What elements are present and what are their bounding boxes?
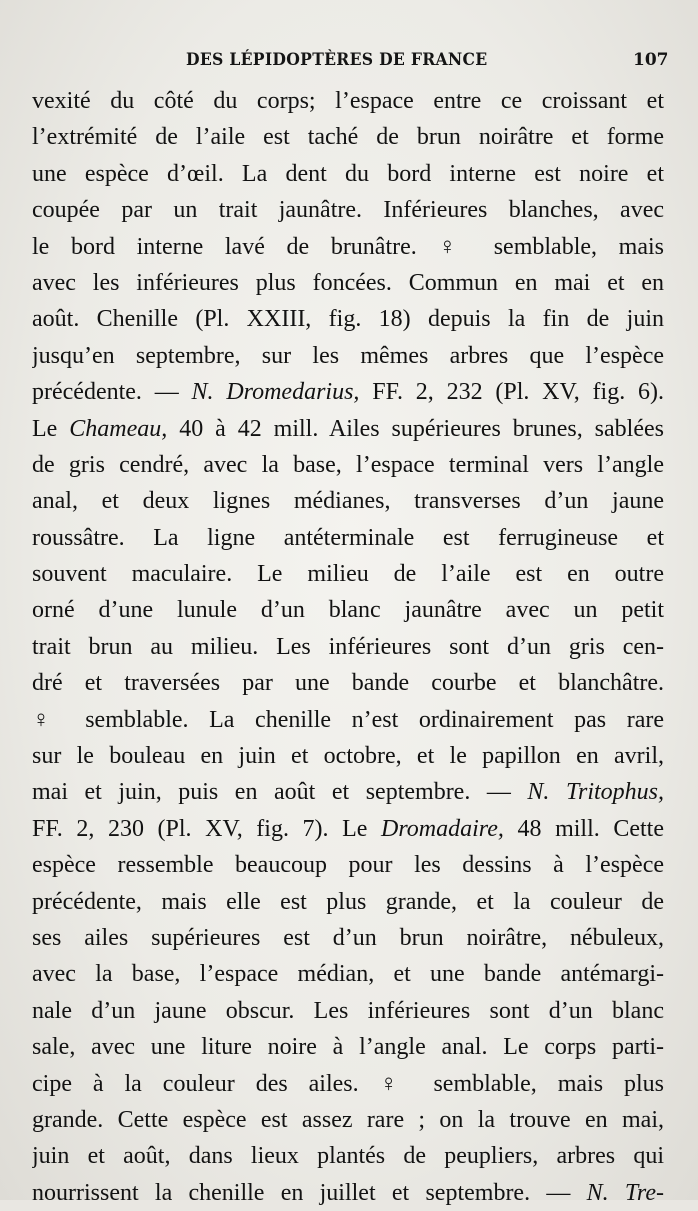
text-line (32, 629, 664, 665)
text-segment: avec les inférieures plus foncées. Commun en mai et en (32, 269, 664, 296)
text-segment: le bord interne lavé de brunâtre. ♀ semblable, mais (32, 233, 664, 260)
text-segment: mai et juin, puis en août et septembre. — (32, 779, 528, 806)
text-line (32, 1029, 664, 1065)
text-segment: précédente, mais elle est plus grande, et la couleur de (32, 888, 664, 915)
text-line (32, 265, 664, 301)
page-number: 107 (633, 50, 669, 70)
text-line (32, 993, 664, 1029)
text-line (32, 1102, 664, 1138)
text-segment: juin et août, dans lieux plantés de peupliers, arbres qui (32, 1143, 664, 1170)
text-segment: nale d’un jaune obscur. Les inférieures sont d’un blanc (32, 997, 664, 1024)
text-line (32, 119, 664, 155)
italic-segment: Dromadaire, (381, 815, 504, 842)
italic-segment: N. Tre- (586, 1179, 664, 1206)
text-segment: anal, et deux lignes médianes, transverses d’un jaune (32, 488, 664, 515)
text-segment: espèce ressemble beaucoup pour les dessins à l’espèce (32, 852, 664, 879)
text-segment: FF. 2, 232 (Pl. XV, fig. 6). (359, 379, 664, 406)
text-line (32, 884, 664, 920)
text-segment: 40 à 42 mill. Ailes supérieures brunes, sablées (167, 415, 664, 442)
text-segment: FF. 2, 230 (Pl. XV, fig. 7). Le (32, 815, 382, 842)
text-segment: orné d’une lunule d’un blanc jaunâtre avec un petit (32, 597, 664, 624)
text-segment: trait brun au milieu. Les inférieures sont d’un gris cen- (32, 633, 664, 660)
text-segment: de gris cendré, avec la base, l’espace terminal vers l’angle (32, 451, 664, 478)
text-line (32, 556, 664, 592)
text-segment: sale, avec une liture noire à l’angle anal. Le corps parti- (32, 1034, 664, 1061)
text-segment: avec la base, l’espace médian, et une bande antémargi- (32, 961, 664, 988)
text-segment: ♀ semblable. La chenille n’est ordinairement pas rare (32, 706, 664, 733)
page-header (0, 50, 698, 74)
text-line (32, 229, 664, 265)
text-line (32, 1066, 664, 1102)
text-line (32, 702, 664, 738)
body-text (32, 83, 664, 1211)
text-line (32, 592, 664, 628)
text-line (32, 374, 664, 410)
text-line (32, 1138, 664, 1174)
text-segment: dré et traversées par une bande courbe et blanchâtre. (32, 670, 664, 697)
running-title: DES LÉPIDOPTÈRES DE FRANCE (186, 50, 488, 70)
text-segment: grande. Cette espèce est assez rare ; on la trouve en mai, (32, 1106, 664, 1133)
text-line (32, 847, 664, 883)
text-line (32, 301, 664, 337)
italic-segment: N. Tritophus, (527, 779, 664, 806)
text-line (32, 920, 664, 956)
text-line (32, 447, 664, 483)
text-segment: précédente. — (32, 379, 192, 406)
text-line (32, 774, 664, 810)
text-segment: l’extrémité de l’aile est taché de brun noirâtre et forme (32, 124, 664, 151)
text-line (32, 83, 664, 119)
text-segment: Le (32, 415, 70, 442)
italic-segment: N. Dromedarius, (191, 379, 360, 406)
text-line (32, 411, 664, 447)
text-line (32, 811, 664, 847)
text-segment: roussâtre. La ligne antéterminale est ferrugineuse et (32, 524, 664, 551)
text-segment: une espèce d’œil. La dent du bord interne est noire et (32, 160, 664, 187)
text-segment: cipe à la couleur des ailes. ♀ semblable, mais plus (32, 1070, 664, 1097)
text-segment: vexité du côté du corps; l’espace entre ce croissant et (32, 88, 664, 114)
text-line (32, 738, 664, 774)
italic-segment: Chameau, (69, 415, 168, 442)
text-segment: 48 mill. Cette (503, 815, 664, 842)
text-segment: jusqu’en septembre, sur les mêmes arbres que l’espèce (32, 342, 664, 369)
text-line (32, 520, 664, 556)
text-segment: nourrissent la chenille en juillet et septembre. — (32, 1179, 587, 1206)
text-line (32, 956, 664, 992)
text-line (32, 156, 664, 192)
text-segment: sur le bouleau en juin et octobre, et le papillon en avril, (32, 743, 664, 770)
text-segment: ses ailes supérieures est d’un brun noirâtre, nébuleux, (32, 924, 664, 951)
text-line (32, 192, 664, 228)
text-line (32, 1175, 664, 1211)
text-line (32, 483, 664, 519)
text-segment: souvent maculaire. Le milieu de l’aile est en outre (32, 561, 664, 588)
text-segment: coupée par un trait jaunâtre. Inférieures blanches, avec (32, 197, 664, 224)
text-line (32, 665, 664, 701)
text-line (32, 338, 664, 374)
text-segment: août. Chenille (Pl. XXIII, fig. 18) depuis la fin de juin (32, 306, 664, 333)
